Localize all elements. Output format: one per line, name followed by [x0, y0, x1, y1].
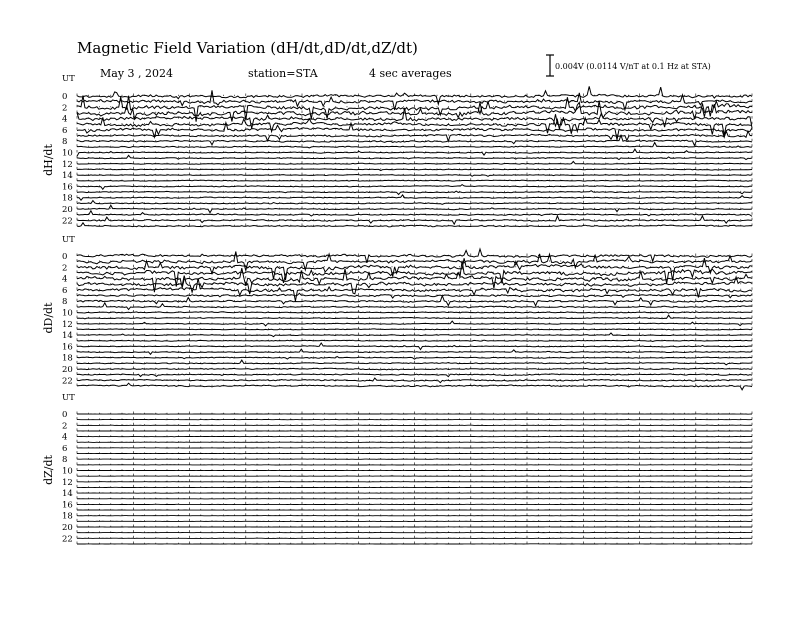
panel-ylabel: dZ/dt — [42, 454, 55, 484]
hour-tick-label: 12 — [62, 320, 73, 330]
hour-tick-label: 4 — [62, 433, 67, 443]
scale-bar-label: 0.004V (0.0114 V/nT at 0.1 Hz at STA) — [555, 62, 711, 71]
hour-tick-label: 10 — [62, 149, 73, 159]
station-label: station=STA — [248, 67, 319, 80]
hour-tick-label: 18 — [62, 354, 73, 364]
hour-tick-label: 6 — [62, 126, 67, 136]
hour-tick-label: 22 — [62, 376, 73, 386]
scale-bar — [546, 55, 711, 76]
chart-title: Magnetic Field Variation (dH/dt,dD/dt,dZ/dt) — [77, 39, 418, 57]
hour-tick-label: 20 — [62, 523, 73, 533]
hour-tick-label: 14 — [62, 489, 73, 499]
hour-tick-label: 0 — [62, 252, 67, 262]
panel-ylabel: dH/dt — [42, 144, 55, 176]
panels-group — [42, 74, 752, 544]
hour-tick-label: 2 — [62, 263, 67, 273]
hour-tick-label: 10 — [62, 467, 73, 477]
hour-tick-label: 0 — [62, 410, 67, 420]
hour-tick-label: 16 — [62, 500, 73, 510]
hour-tick-label: 14 — [62, 171, 73, 181]
hour-tick-label: 8 — [62, 297, 67, 307]
hour-tick-label: 22 — [62, 534, 73, 544]
hour-tick-label: 16 — [62, 182, 73, 192]
hour-tick-label: 12 — [62, 160, 73, 170]
ut-label: UT — [62, 235, 75, 245]
hour-tick-label: 0 — [62, 92, 67, 102]
panel-ylabel: dD/dt — [42, 302, 55, 334]
hour-tick-label: 18 — [62, 194, 73, 204]
hour-tick-label: 2 — [62, 103, 67, 113]
hour-tick-label: 16 — [62, 342, 73, 352]
hour-tick-label: 10 — [62, 309, 73, 319]
panel-dZ-dt — [42, 393, 752, 544]
ut-label: UT — [62, 393, 75, 403]
ut-label: UT — [62, 74, 75, 84]
hour-tick-label: 22 — [62, 216, 73, 226]
panel-dH-dt — [42, 74, 752, 227]
hour-tick-label: 4 — [62, 115, 67, 125]
hour-tick-label: 6 — [62, 286, 67, 296]
hour-tick-label: 4 — [62, 275, 67, 285]
hour-tick-label: 20 — [62, 365, 73, 375]
hour-tick-label: 12 — [62, 478, 73, 488]
hour-tick-label: 20 — [62, 205, 73, 215]
hour-tick-label: 8 — [62, 455, 67, 465]
trace-line — [77, 123, 752, 140]
averaging-label: 4 sec averages — [369, 67, 452, 80]
hour-tick-label: 14 — [62, 331, 73, 341]
date-label: May 3 , 2024 — [100, 67, 173, 80]
hour-tick-label: 18 — [62, 512, 73, 522]
hour-tick-label: 8 — [62, 137, 67, 147]
hour-tick-label: 6 — [62, 444, 67, 454]
hour-tick-label: 2 — [62, 421, 67, 431]
panel-dD-dt — [42, 235, 752, 390]
